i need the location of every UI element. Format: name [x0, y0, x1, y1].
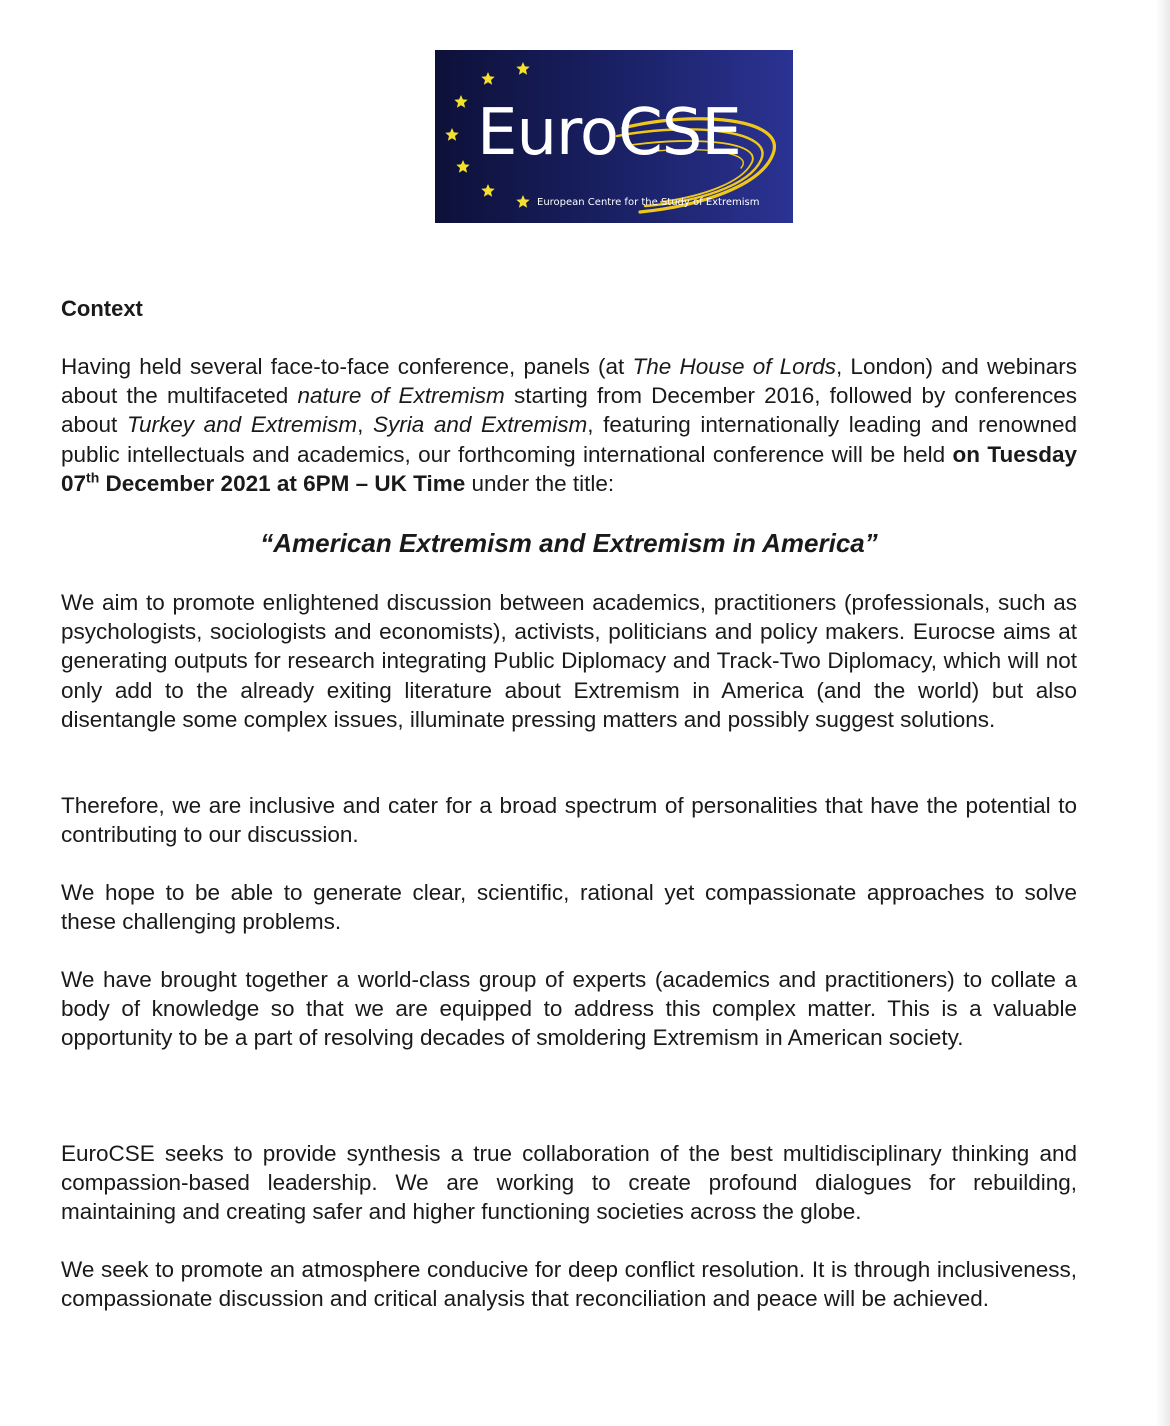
body-paragraph-hope: We hope to be able to generate clear, scientific, rational yet compassionate approaches to solve these challenging problems. [61, 880, 1077, 935]
star-icon [456, 160, 469, 173]
conference-title: “American Extremism and Extremism in America” [260, 528, 878, 558]
logo-tagline: European Centre for the Study of Extremism [537, 197, 760, 208]
emphasis-house-of-lords: The House of Lords [632, 354, 836, 379]
body-paragraph-aim: We aim to promote enlightened discussion between academics, practitioners (professionals, such as psychologists, sociologists and economists), activists, politicians and policy makers. Eurocse aims at generating outputs for research integrating Public Diplomacy and Track-Two Diplomacy, which will not only add to the already exiting literature about Extremism in America (and the world) but also disentangle some complex issues, illuminate pressing matters and possibly suggest solutions. [61, 590, 1077, 732]
event-date: on Tuesday 07th December 2021 at 6PM – UK Time [61, 441, 1078, 496]
body-paragraph-synthesis: EuroCSE seeks to provide synthesis a true collaboration of the best multidisciplinary thinking and compassion-based leadership. We are working to create profound dialogues for rebuilding, maintaining and creating safer and higher functioning societies across the globe. [61, 1141, 1077, 1225]
body-paragraph-atmosphere: We seek to promote an atmosphere conducive for deep conflict resolution. It is through inclusiveness, compassionate discussion and critical analysis that reconciliation and peace will be achieved. [61, 1257, 1077, 1312]
star-icon [481, 72, 494, 85]
page-edge-shadow [1156, 0, 1170, 1426]
section-heading: Context [61, 296, 143, 321]
emphasis-nature-of-extremism: nature of Extremism [297, 383, 505, 409]
star-icon [481, 184, 494, 197]
emphasis-turkey-and-extremism: Turkey and Extremism [126, 412, 358, 438]
star-icon [516, 195, 529, 208]
logo-wordmark: EuroCSE [477, 96, 741, 170]
star-icon [516, 62, 529, 75]
eurocse-logo [435, 50, 793, 223]
body-paragraph-inclusive: Therefore, we are inclusive and cater for a broad spectrum of personalities that have the potential to contributing to our discussion. [61, 793, 1077, 848]
emphasis-syria-and-extremism: Syria and Extremism [372, 412, 588, 438]
intro-paragraph: Having held several face-to-face conference, panels (at The House of Lords, London) and webinars about the multifaceted nature of Extremism starting from December 2016, followed by conferences about Turkey and Extremism, Syria and Extremism, featuring internationally leading and renowned public intellectuals and academics, our forthcoming international conference will be held on Tuesday 07th December 2021 at 6PM – UK Time under the title: [61, 354, 1078, 496]
body-paragraph-experts: We have brought together a world-class group of experts (academics and practitioners) to collate a body of knowledge so that we are equipped to address this complex matter. This is a valuable opportunity to be a part of resolving decades of smoldering Extremism in American society. [61, 967, 1077, 1051]
star-icon [454, 95, 467, 108]
star-icon [445, 128, 458, 141]
